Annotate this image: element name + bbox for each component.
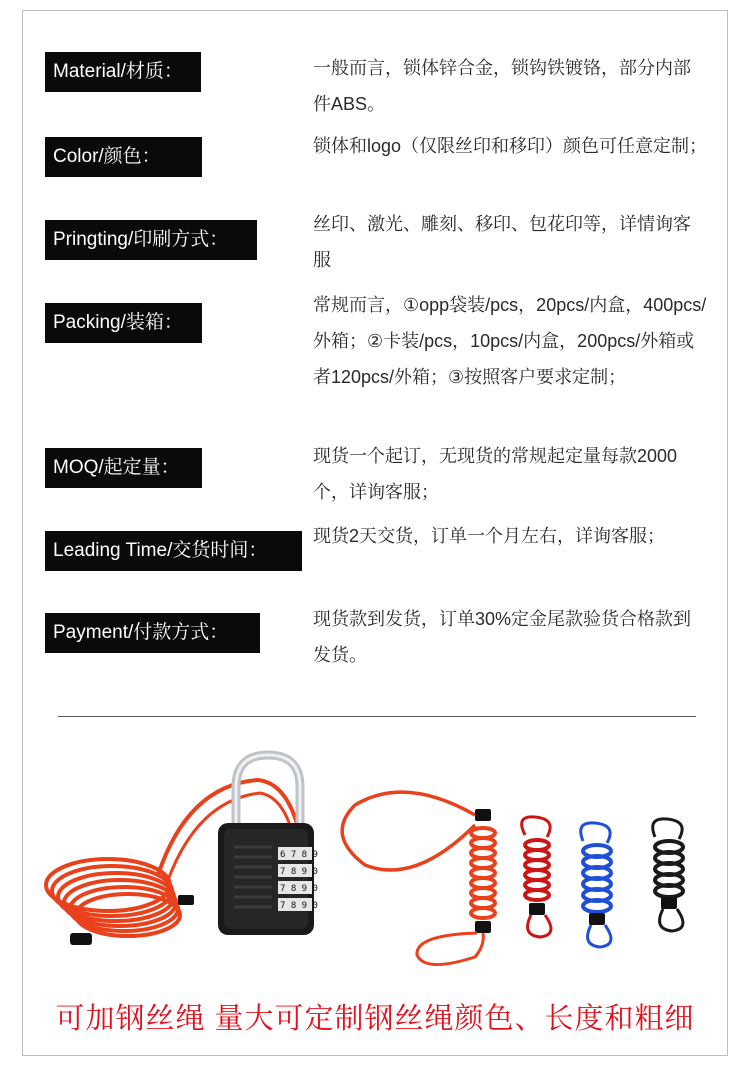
spec-value-material: 一般而言，锁体锌合金，锁钩铁镀铬，部分内部件ABS。	[313, 58, 691, 114]
spec-value-packing: 常规而言，①opp袋装/pcs，20pcs/内盒，400pcs/外箱；②卡装/pcs，10pcs/内盒，200pcs/外箱或者120pcs/外箱；③按照客户要求定制；	[313, 295, 707, 387]
spec-value-payment: 现货款到发货，订单30%定金尾款验货合格款到发货。	[313, 609, 692, 665]
dial-4: 7 8 9 0	[280, 901, 318, 911]
padlock-with-cable-image	[38, 745, 318, 975]
spec-value-moq: 现货一个起订，无现货的常规起定量每款2000个，详询客服；	[313, 446, 678, 502]
coiled-cables-image	[325, 745, 715, 975]
spec-label-material: Material/材质：	[45, 52, 201, 92]
dial-2: 7 8 9 0	[280, 867, 318, 877]
spec-label-color: Color/颜色：	[45, 137, 202, 177]
bottom-caption: 可加钢丝绳 量大可定制钢丝绳颜色、长度和粗细	[55, 1003, 695, 1035]
spec-label-printing: Pringting/印刷方式：	[45, 220, 257, 260]
spec-label-packing: Packing/装箱：	[45, 303, 202, 343]
dial-3: 7 8 9 0	[280, 884, 318, 894]
section-divider	[58, 716, 696, 717]
spec-value-printing: 丝印、激光、雕刻、移印、包花印等，详情询客服	[313, 214, 691, 270]
spec-label-payment: Payment/付款方式：	[45, 613, 260, 653]
spec-value-color: 锁体和logo（仅限丝印和移印）颜色可任意定制；	[313, 136, 708, 156]
spec-label-leading-time: Leading Time/交货时间：	[45, 531, 302, 571]
dial-1: 6 7 8 9	[280, 850, 318, 860]
spec-label-moq: MOQ/起定量：	[45, 448, 202, 488]
spec-value-leading-time: 现货2天交货，订单一个月左右，详询客服；	[313, 526, 666, 546]
